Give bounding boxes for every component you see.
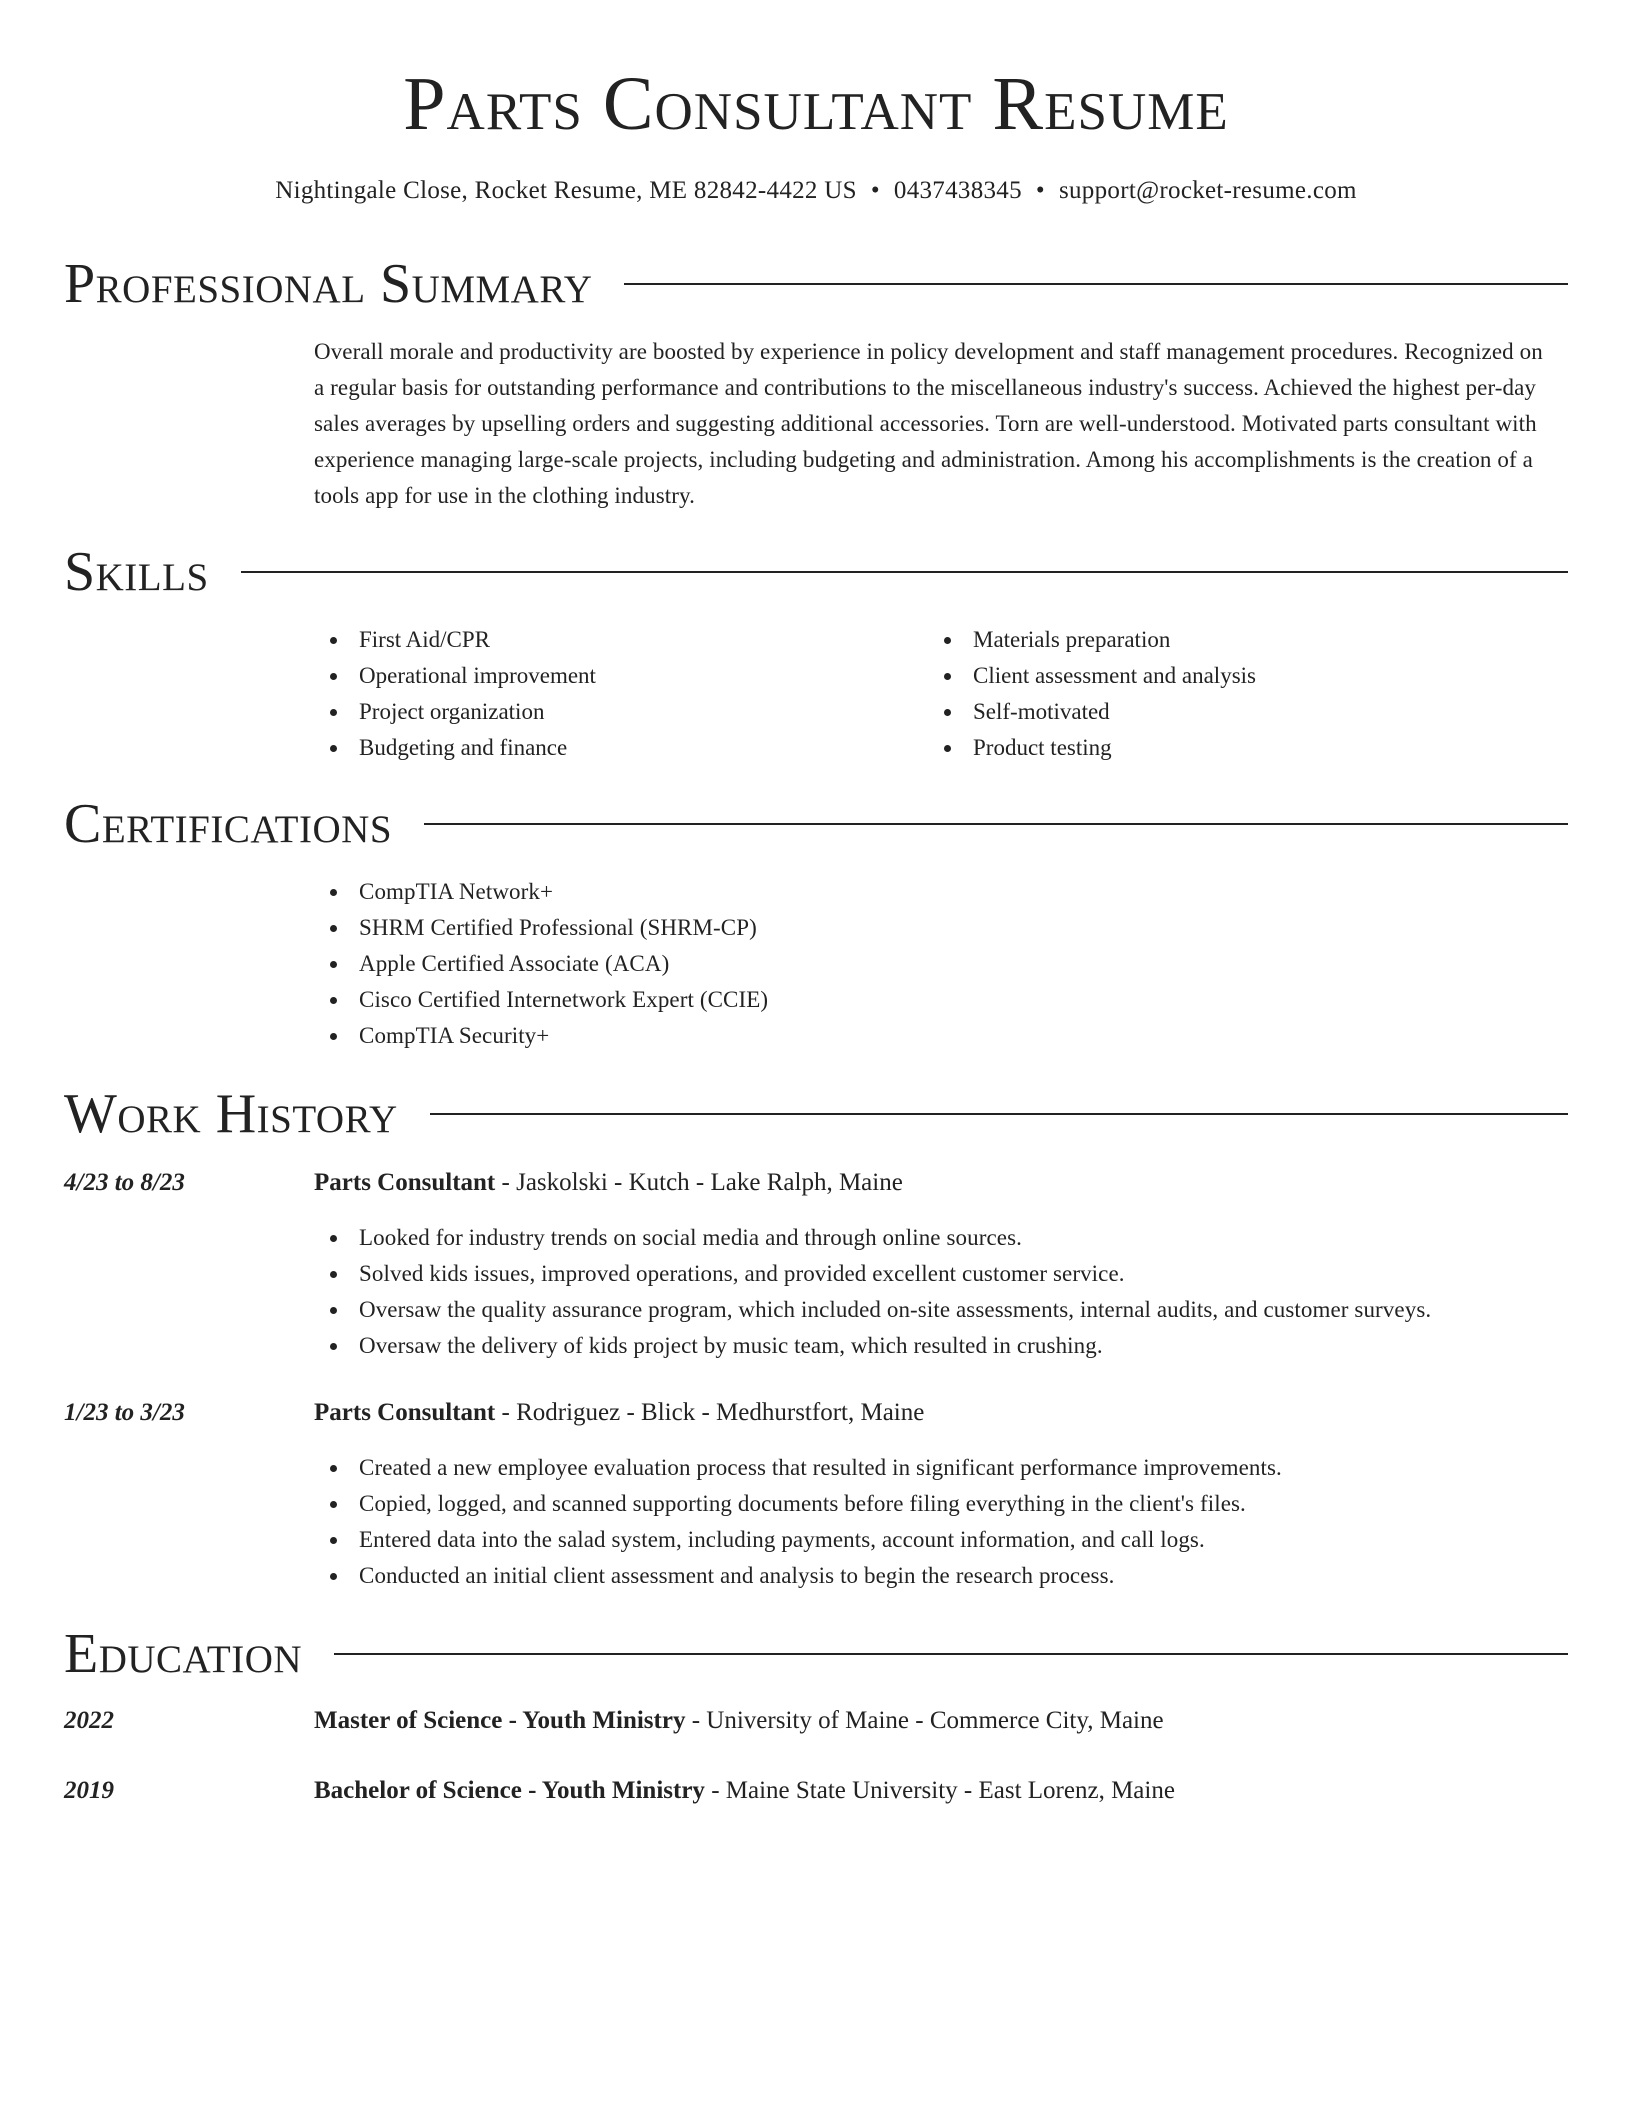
skills-heading: Skills	[64, 541, 209, 603]
skill-item: Client assessment and analysis	[928, 658, 1488, 694]
contact-phone: 0437438345	[893, 177, 1022, 204]
job-title-line	[314, 1166, 1554, 1200]
job-title: Parts Consultant	[314, 1169, 496, 1196]
job-employer: - Rodriguez - Blick - Medhurstfort, Maine	[495, 1399, 925, 1426]
education-year: 2019	[64, 1777, 114, 1804]
job-employer: - Jaskolski - Kutch - Lake Ralph, Maine	[495, 1169, 903, 1196]
contact-email: support@rocket-resume.com	[1058, 177, 1357, 204]
certification-item: CompTIA Security+	[314, 1018, 1544, 1054]
certifications-list	[314, 874, 1544, 1054]
education-school: - University of Maine - Commerce City, Maine	[685, 1707, 1164, 1734]
section-divider	[334, 1653, 1568, 1655]
skills-column-right	[928, 622, 1488, 766]
job-title-line	[314, 1396, 1554, 1430]
job-bullet: Entered data into the salad system, including payments, account information, and call logs.	[314, 1522, 1544, 1558]
skill-item: Operational improvement	[314, 658, 874, 694]
certifications-section-heading	[64, 792, 1568, 856]
job-bullet: Conducted an initial client assessment and analysis to begin the research process.	[314, 1558, 1544, 1594]
skill-item: Budgeting and finance	[314, 730, 874, 766]
education-school: - Maine State University - East Lorenz, Maine	[704, 1777, 1175, 1804]
skills-column-left	[314, 622, 874, 766]
job-bullet: Oversaw the delivery of kids project by music team, which resulted in crushing.	[314, 1328, 1544, 1364]
resume-title: Parts Consultant Resume	[403, 62, 1229, 146]
work-history-heading: Work History	[64, 1083, 398, 1145]
certifications-heading: Certifications	[64, 793, 393, 855]
skill-item: Materials preparation	[928, 622, 1488, 658]
section-divider	[624, 283, 1568, 285]
education-degree: Master of Science - Youth Ministry	[314, 1707, 686, 1734]
education-degree: Bachelor of Science - Youth Ministry	[314, 1777, 705, 1804]
education-year: 2022	[64, 1707, 114, 1734]
job-dates: 1/23 to 3/23	[64, 1399, 185, 1426]
education-heading: Education	[64, 1623, 303, 1685]
skills-section-heading	[64, 540, 1568, 604]
education-entry	[314, 1704, 1554, 1738]
summary-section-heading	[64, 252, 1568, 316]
job-title: Parts Consultant	[314, 1399, 496, 1426]
job-bullet: Oversaw the quality assurance program, which included on-site assessments, internal audits, and customer surveys.	[314, 1292, 1544, 1328]
job-bullet: Created a new employee evaluation process that resulted in significant performance improvements.	[314, 1450, 1544, 1486]
certification-item: SHRM Certified Professional (SHRM-CP)	[314, 910, 1544, 946]
section-divider	[241, 571, 1568, 573]
section-divider	[430, 1113, 1568, 1115]
certification-item: Apple Certified Associate (ACA)	[314, 946, 1544, 982]
skill-item: Self-motivated	[928, 694, 1488, 730]
contact-separator: •	[870, 177, 880, 204]
job-bullets	[314, 1450, 1544, 1594]
certification-item: CompTIA Network+	[314, 874, 1544, 910]
job-bullet: Copied, logged, and scanned supporting documents before filing everything in the client's files.	[314, 1486, 1544, 1522]
contact-line	[0, 174, 1632, 208]
job-bullet: Looked for industry trends on social media and through online sources.	[314, 1220, 1544, 1256]
skill-item: Product testing	[928, 730, 1488, 766]
section-divider	[424, 823, 1568, 825]
job-dates: 4/23 to 8/23	[64, 1169, 185, 1196]
education-section-heading	[64, 1622, 1568, 1686]
job-bullet: Solved kids issues, improved operations, and provided excellent customer service.	[314, 1256, 1544, 1292]
job-bullets	[314, 1220, 1544, 1364]
work-history-section-heading	[64, 1082, 1568, 1146]
contact-address: Nightingale Close, Rocket Resume, ME 82842-4422 US	[275, 177, 857, 204]
skill-item: First Aid/CPR	[314, 622, 874, 658]
summary-text: Overall morale and productivity are boosted by experience in policy development and staff management procedures. Recognized on a regular basis for outstanding performance and contributions to the miscellaneous industry's success. Achieved the highest per-day sales averages by upselling orders and suggesting additional accessories. Torn are well-understood. Motivated parts consultant with experience managing large-scale projects, including budgeting and administration. Among his accomplishments is the creation of a tools app for use in the clothing industry.	[314, 339, 1543, 508]
certification-item: Cisco Certified Internetwork Expert (CCIE)	[314, 982, 1544, 1018]
education-entry	[314, 1774, 1554, 1808]
summary-heading: Professional Summary	[64, 253, 593, 315]
contact-separator: •	[1035, 177, 1045, 204]
skill-item: Project organization	[314, 694, 874, 730]
